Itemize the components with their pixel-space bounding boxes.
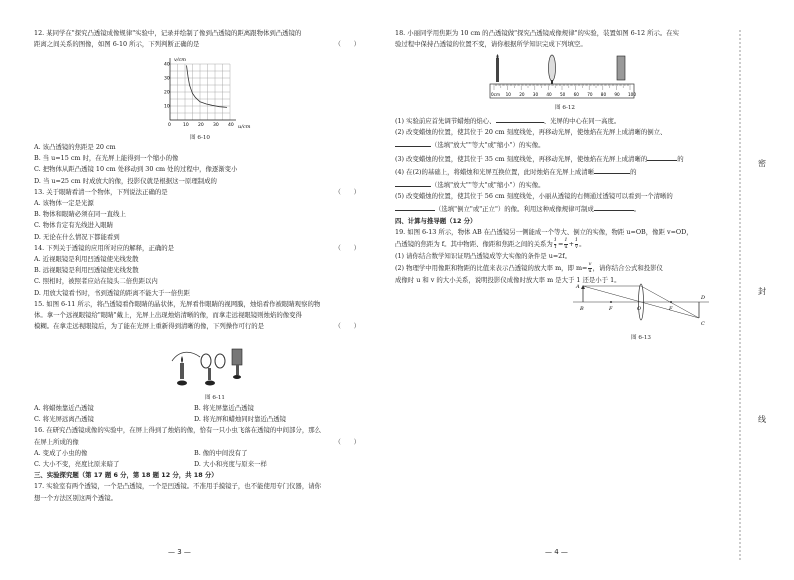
q18-blank-2[interactable]: [395, 138, 431, 147]
q18-part2-a: (2) 改变蜡烛的位置，使其位于 20 cm 刻度线处，再移动光屏，使烛焰在光屏上成清晰的倒立、: [395, 128, 667, 137]
ruler-label: 0cm: [491, 92, 501, 97]
formula-equals: =: [557, 240, 564, 249]
q15-stem-line3: 模糊。在拿走远视眼镜后，为了能在光屏上重新得到清晰的像，下列操作可行的是: [34, 322, 265, 331]
q19-line2-end: 。: [579, 240, 586, 249]
q18-line1: 18. 小丽同学用焦距为 10 cm 的凸透镜做"探究凸透镜成像规律"的实验，装置如图 6-12 所示。在实: [395, 29, 680, 37]
page-number-4: — 4 —: [545, 548, 568, 556]
q17-line1: 17. 实验室有两个透镜，一个是凸透镜，一个是凹透镜。不准用手摸镜子，也不能使用专门仪器，请你: [34, 482, 321, 491]
q15-option-c[interactable]: C. 将光屏远离凸透镜: [34, 415, 94, 424]
q18-blank-1[interactable]: [496, 114, 544, 123]
section-4-heading: 四、计算与推导题（12 分）: [395, 216, 477, 225]
q14-answer-paren: （ ）: [334, 243, 360, 252]
chart-x-tick-label: 10: [183, 123, 189, 128]
chart-y-tick-label: 30: [164, 76, 170, 82]
q18-part5-c: 。: [633, 205, 641, 214]
q15-option-d[interactable]: D. 将光屏和蜡烛同时靠近凸透镜: [194, 415, 287, 424]
binding-char-seal: 密: [758, 159, 766, 168]
page-4: [385, 0, 725, 580]
figure-6-13-ray-diagram: [571, 282, 711, 334]
q13-option-c[interactable]: C. 物体肯定有光线进入眼睛: [34, 221, 114, 230]
candle-icon: [180, 363, 184, 379]
q18-part4-b: 的: [630, 167, 637, 176]
ruler-label: 30: [532, 92, 539, 97]
q19-part1: (1) 请你结合数学知识证明凸透镜成等大实像的条件是 u=2f。: [395, 252, 572, 261]
formula-2-den: u: [564, 243, 568, 250]
q15-stem-line2: 体。拿一个远视眼镜给"眼睛"戴上，光屏上出现烛焰清晰的像，而拿走远视眼镜则烛焰的像变得: [34, 311, 302, 320]
label-F-left: F: [609, 306, 613, 312]
q19-part2-c: 成像时 u 和 v 的大小关系，说明投影仪成像时放大率 m 是大于 1 还是小于 1。: [395, 276, 621, 285]
figure-6-12-optical-bench: [488, 52, 648, 102]
q14-option-a[interactable]: A. 近视眼镜是利用凹透镜使光线发散: [34, 255, 139, 264]
q15-option-b[interactable]: B. 将光屏靠近凸透镜: [194, 404, 254, 412]
q18-blank-6[interactable]: [395, 202, 435, 211]
q16-answer-paren: （ ）: [334, 437, 360, 446]
formula-lens-equation: [553, 237, 579, 250]
ruler-label: 20: [519, 92, 525, 97]
q13-stem: 13. 关于眼睛看清一个物体，下列说法正确的是: [34, 187, 168, 196]
binding-char-envelope: 封: [758, 287, 766, 296]
chart-axes: [170, 58, 236, 120]
ruler-label: 80: [600, 92, 607, 97]
q18-part3-a: (3) 改变蜡烛的位置，使其位于 35 cm 刻度线处，再移动光屏，使烛焰在光屏上成清晰的: [395, 154, 648, 163]
q12-option-b[interactable]: B. 当 u=15 cm 时，在光屏上能得到一个缩小的像: [34, 154, 179, 163]
label-A: A: [576, 284, 580, 290]
figure-6-13-caption: 图 6-13: [631, 335, 651, 341]
formula-2-num: 1: [564, 237, 568, 244]
q16-option-c[interactable]: C. 大小不变，亮度比原来暗了: [34, 460, 120, 469]
q15-answer-paren: （ ）: [334, 322, 360, 331]
label-O: O: [637, 306, 642, 312]
q19-part2-b: ，请你结合公式和投影仪: [592, 264, 663, 273]
formula-3-num: 1: [574, 237, 579, 244]
q12-option-c[interactable]: C. 把物体从距凸透镜 10 cm 处移动到 30 cm 处的过程中，像逐渐变小: [34, 165, 238, 174]
q15-stem-line1: 15. 如图 6-11 所示，将凸透镜看作眼睛的晶状体，光屏看作眼睛的视网膜，烛焰看作被眼睛观察的物: [34, 299, 321, 308]
formula-m-num: v: [588, 261, 592, 268]
screen-icon: [232, 349, 242, 365]
label-B: B: [580, 306, 584, 312]
q18-part1-b: 、光屏的中心在同一高度。: [543, 117, 621, 125]
q19-line1: 19. 如图 6-13 所示，物体 AB 在凸透镜另一侧能成一个等大、倒立的实像，物距 u=OB，像距 v=OD，: [395, 227, 693, 236]
page-3: [0, 0, 370, 580]
formula-3-den: v: [575, 243, 578, 250]
q18-blank-7[interactable]: [594, 202, 634, 211]
formula-1-num: 1: [553, 237, 557, 244]
ruler-label: 10: [505, 92, 511, 97]
q16-stem-line2: 在屏上所成的像: [34, 437, 79, 446]
q18-blank-4[interactable]: [594, 165, 630, 174]
q14-option-c[interactable]: C. 照相时，被照者应站在镜头二倍焦距以内: [34, 277, 158, 286]
q15-option-a[interactable]: A. 将蜡烛靠近凸透镜: [34, 404, 94, 412]
q18-part1-a: (1) 实验前应首先调节蜡烛的焰心、: [395, 117, 496, 125]
q12-option-a[interactable]: A. 该凸透镜的焦距是 20 cm: [34, 143, 116, 151]
ruler-label: 100: [628, 92, 636, 97]
formula-magnification: [588, 262, 591, 274]
q12-option-d[interactable]: D. 当 u=25 cm 时成放大的像，投影仪就是根据这一原理制成的: [34, 176, 217, 185]
formula-plus: +: [568, 240, 574, 249]
label-C: C: [701, 321, 705, 327]
figure-6-11-caption: 图 6-11: [205, 395, 225, 401]
q18-part3-b: 的: [677, 154, 684, 163]
q16-stem-line1: 16. 在研究凸透镜成像的实验中，在屏上得到了烛焰的像，恰有一只小虫飞落在透镜的中间部分，那么: [34, 426, 321, 435]
q18-part2-b: （选填"放大""等大"或"缩小"）的实像。: [431, 141, 545, 150]
q18-part4-a: (4) 在(2)的基础上，将蜡烛和光屏互换位置，此时烛焰在光屏上成清晰: [395, 167, 595, 176]
section-3-heading: 三、实验探究题（第 17 题 6 分，第 18 题 12 分，共 18 分）: [34, 471, 218, 480]
chart-x-tick-label: 30: [213, 123, 219, 128]
q12-stem-line2: 距离之间关系的图像，如图 6-10 所示，下列判断正确的是: [34, 40, 200, 49]
formula-1-den: f: [554, 243, 557, 250]
chart-x-tick-label: 40: [228, 123, 234, 128]
ruler-label: 90: [614, 92, 620, 97]
q17-line2: 想一个方法区别这两个透镜。: [34, 493, 118, 502]
q18-blank-5[interactable]: [395, 178, 431, 187]
q14-option-b[interactable]: B. 远视眼镜是利用凹透镜使光线发散: [34, 266, 139, 275]
chart-y-tick-label: 10: [164, 104, 170, 110]
binding-margin: [728, 0, 794, 580]
q19-line2: 凸透镜的焦距为 f。其中物距、像距和焦距之间的关系为: [395, 240, 553, 249]
ruler-label: 40: [546, 92, 552, 97]
ruler-label: 70: [587, 92, 593, 97]
figure-6-12-caption: 图 6-12: [555, 105, 575, 111]
ruler-label: 60: [573, 92, 579, 97]
figure-6-11-illustration: [170, 343, 260, 391]
q16-option-b[interactable]: B. 像的中间没有了: [194, 448, 248, 457]
label-F-right: F: [669, 306, 673, 312]
label-D: D: [701, 295, 706, 301]
lens-icon: [201, 354, 211, 368]
binding-char-line: 线: [758, 415, 766, 424]
chart-x-tick-label: 20: [198, 123, 204, 128]
q14-stem: 14. 下列关于透镜的应用所对应的解释，正确的是: [34, 243, 175, 252]
light-screen-icon: [617, 56, 625, 80]
q12-stem-line1: 12. 某同学在"探究凸透镜成像规律"实验中，记录并绘制了像到凸透镜的距离跟物体到凸透镜的: [34, 29, 302, 37]
q18-part4-c: （选填"放大""等大"或"缩小"）的实像。: [431, 181, 545, 190]
q19-part2-a: (2) 物理学中用像距和物距的比值来表示凸透镜的放大率 m，即 m=: [395, 264, 588, 273]
q13-answer-paren: （ ）: [334, 187, 360, 196]
q16-option-a[interactable]: A. 变成了小虫的像: [34, 448, 88, 457]
chart-ylabel: v/cm: [174, 57, 187, 63]
q18-part5-b: （选填"倒立"或"正立"）的像。利用这种成像规律可制成: [435, 205, 594, 214]
chart-xlabel: u/cm: [238, 124, 251, 130]
q14-option-d[interactable]: D. 用放大镜看书时，书到透镜的距离不能大于一倍焦距: [34, 288, 190, 297]
page-number-3: — 3 —: [168, 548, 191, 556]
chart-y-tick-label: 40: [164, 62, 170, 68]
q13-option-d[interactable]: D. 无论在什么情况下都能看到: [34, 232, 120, 241]
q13-option-a[interactable]: A. 该物体一定是光源: [34, 199, 94, 208]
convex-lens-icon: [549, 55, 556, 81]
chart-x-tick-label: 0: [168, 123, 171, 128]
figure-6-10-caption: 图 6-10: [190, 135, 210, 141]
q18-blank-3[interactable]: [647, 152, 677, 161]
q16-option-d[interactable]: D. 大小和亮度与原来一样: [194, 460, 267, 469]
q12-answer-paren: （ ）: [334, 40, 360, 49]
q18-part5-a: (5) 改变蜡烛的位置，使其位于 56 cm 刻度线处，小丽从透镜的右侧通过透镜可以看到一个清晰的: [395, 192, 673, 201]
chart-y-tick-label: 20: [164, 90, 170, 96]
figure-6-10-chart: [148, 54, 258, 130]
q13-option-b[interactable]: B. 物体和眼睛必须在同一直线上: [34, 210, 126, 219]
q18-line2: 验过程中保持凸透镜的位置不变，请你根据所学知识完成下列填空。: [395, 40, 587, 49]
formula-m-den: u: [588, 267, 592, 274]
ruler-label: 50: [560, 92, 566, 97]
